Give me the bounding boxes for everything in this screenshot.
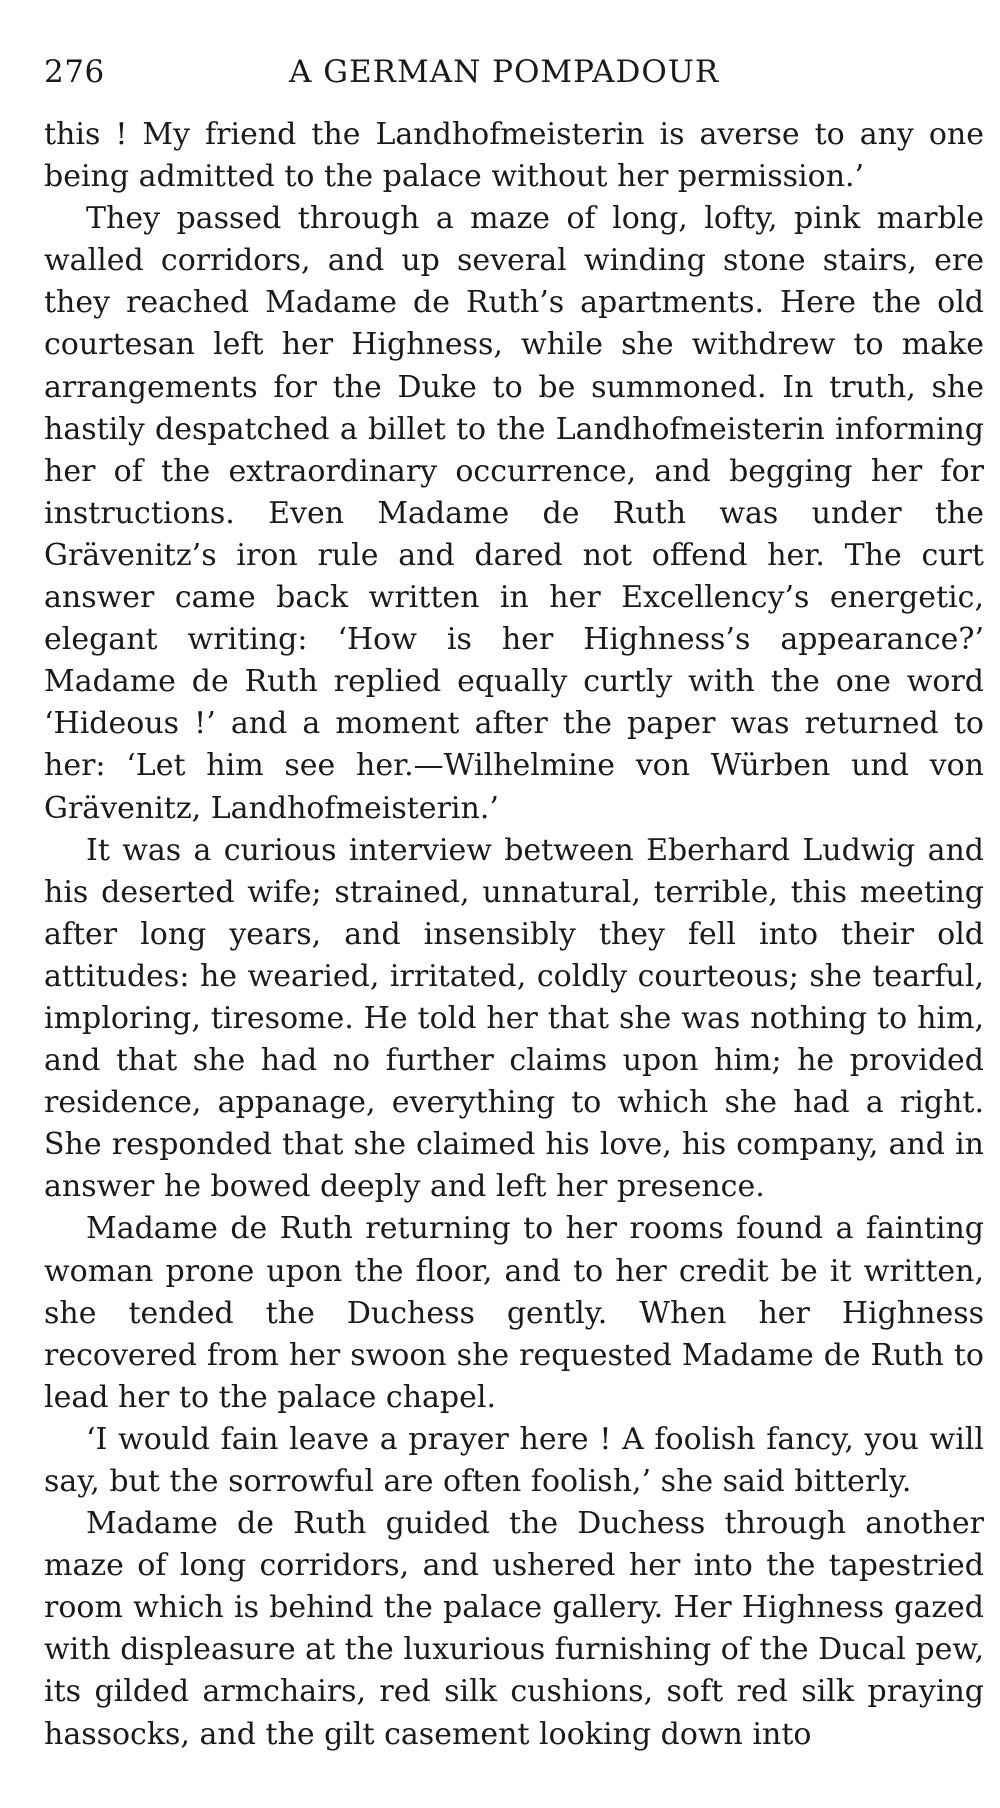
running-header — [44, 54, 984, 114]
paragraph: ‘I would fain leave a prayer here ! A foolish fancy, you will say, but the sorrowful are often foolish,’ she said bitterly. — [44, 1421, 984, 1499]
page-number: 276 — [44, 54, 105, 90]
paragraph: They passed through a maze of long, lofty, pink marble walled corridors, and up several winding stone stairs, ere they reached Madame de Ruth’s apartments. Here the old courtesan left her Highness, while she withdrew to make arrangements for the Duke to be summoned. In truth, she hastily despatched a billet to the Landhofmeisterin informing her of the extraordinary occurrence, and begging her for instructions. Even Madame de Ruth was under the Grävenitz’s iron rule and dared not offend her. The curt answer came back written in her Excellency’s energetic, elegant writing: ‘How is her Highness’s appearance?’ Madame de Ruth replied equally curtly with the one word ‘Hideous !’ and a moment after the paper was returned to her: ‘Let him see her.—Wilhelmine von Würben und von Grävenitz, Landhofmeisterin.’ — [44, 201, 984, 826]
paragraph: Madame de Ruth guided the Duchess through another maze of long corridors, and ushered her into the tapestried room which is behind the palace gallery. Her Highness gazed with displeasure at the luxurious furnishing of the Ducal pew, its gilded armchairs, red silk cushions, soft red silk praying hassocks, and the gilt casement looking down into — [44, 1506, 984, 1752]
paragraph: Madame de Ruth returning to her rooms found a fainting woman prone upon the floor, and to her credit be it written, she tended the Duchess gently. When her Highness recovered from her swoon she requested Madame de Ruth to lead her to the palace chapel. — [44, 1211, 984, 1415]
paragraph: this ! My friend the Landhofmeisterin is averse to any one being admitted to the palace without her permission.’ — [44, 117, 984, 195]
running-title: A GERMAN POMPADOUR — [289, 54, 720, 90]
book-page — [44, 54, 984, 1756]
paragraph: It was a curious interview between Eberhard Ludwig and his deserted wife; strained, unnatural, terrible, this meeting after long years, and insensibly they fell into their old attitudes: he wearied, irritated, coldly courteous; she tearful, imploring, tiresome. He told her that she was nothing to him, and that she had no further claims upon him; he provided residence, appanage, everything to which she had a right. She responded that she claimed his love, his company, and in answer he bowed deeply and left her presence. — [44, 832, 984, 1205]
body-text — [44, 114, 984, 1756]
